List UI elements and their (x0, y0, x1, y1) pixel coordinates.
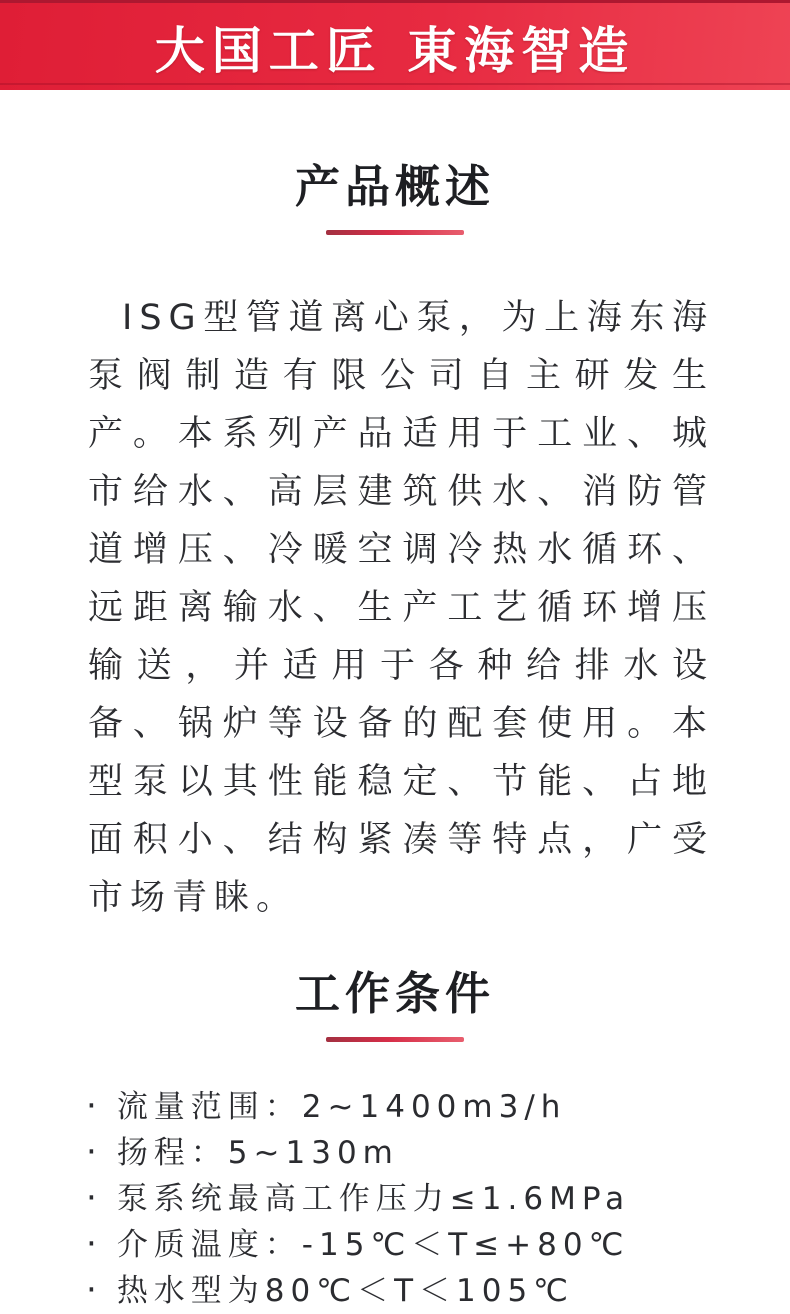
list-item (86, 1268, 750, 1314)
conditions-list (86, 1084, 750, 1314)
bullet-dot-icon: · (86, 1269, 103, 1310)
list-item (86, 1222, 750, 1268)
section-product-overview (0, 160, 790, 927)
list-item (86, 1084, 750, 1130)
overview-paragraph: ISG型管道离心泵，为上海东海泵阀制造有限公司自主研发生产。本系列产品适用于工业、城市给水、高层建筑供水、消防管道增压、冷暖空调冷热水循环、远距离输水、生产工艺循环增压输送，并适用于各种给排水设备、锅炉等设备的配套使用。本型泵以其性能稳定、节能、占地面积小、结构紧凑等特点，广受市场青睐。 (88, 297, 714, 918)
list-item-text: 介质温度：-15℃＜T≤+80℃ (116, 1226, 630, 1263)
header-banner (0, 0, 790, 90)
bullet-dot-icon: · (86, 1223, 103, 1264)
list-item-text: 扬程：5~130m (116, 1134, 399, 1171)
list-item-text: 流量范围：2~1400m3/h (116, 1088, 567, 1125)
overview-title: 产品概述 (294, 160, 495, 213)
list-item (86, 1176, 750, 1222)
conditions-title: 工作条件 (294, 966, 495, 1020)
bullet-dot-icon: · (86, 1131, 103, 1172)
bullet-dot-icon: · (86, 1085, 103, 1126)
list-item (86, 1130, 750, 1176)
overview-title-underline (326, 230, 464, 235)
banner-title: 大国工匠 東海智造 (154, 21, 636, 80)
list-item-text: 泵系统最高工作压力≤1.6MPa (116, 1180, 631, 1217)
list-item-text: 热水型为80℃＜T＜105℃ (116, 1272, 574, 1309)
conditions-title-underline (326, 1037, 464, 1042)
section-working-conditions (0, 967, 790, 1314)
bullet-dot-icon: · (86, 1177, 103, 1218)
